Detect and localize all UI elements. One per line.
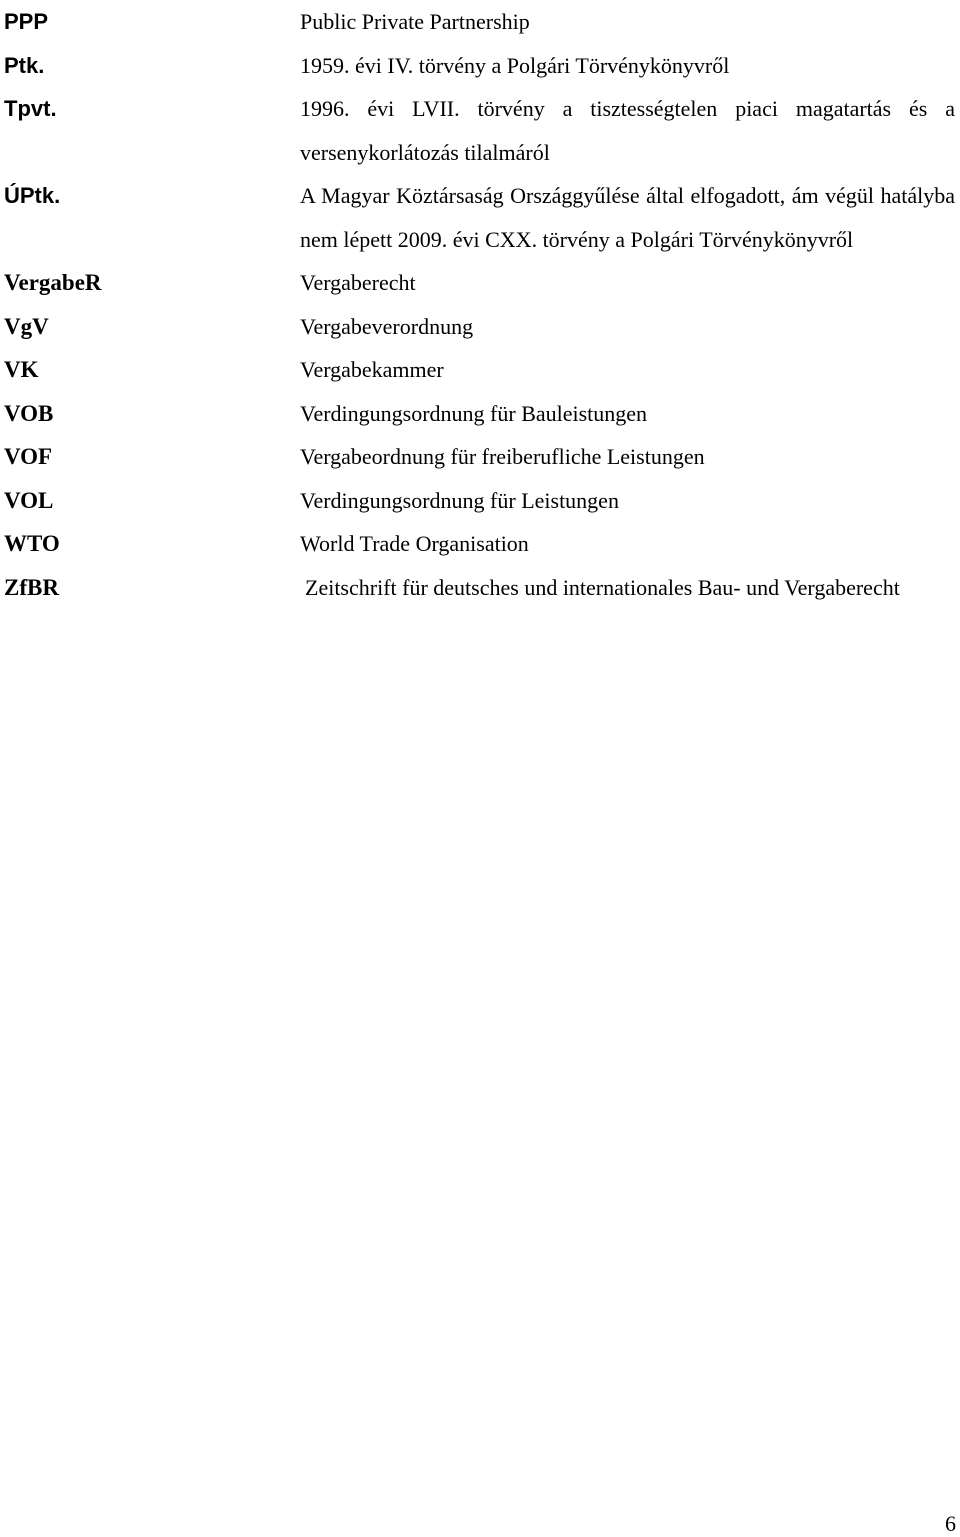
abbreviation-definition: World Trade Organisation (300, 531, 529, 556)
abbreviation-term: VOL (4, 487, 54, 513)
abbreviation-entry (0, 392, 960, 436)
abbreviation-entry (0, 348, 960, 392)
abbreviation-entry (0, 261, 960, 305)
abbreviation-definition: Vergabekammer (300, 357, 444, 382)
abbreviation-definition: Verdingungsordnung für Leistungen (300, 487, 619, 513)
abbreviation-definition: Vergabeordnung für freiberufliche Leistungen (300, 444, 705, 469)
abbreviation-entry (0, 305, 960, 349)
abbreviation-entry (0, 566, 960, 610)
page-number: 6 (945, 1511, 956, 1536)
abbreviation-term: ZfBR (4, 574, 59, 600)
abbreviation-term: VOF (4, 444, 53, 469)
abbreviation-definition: 1996. évi LVII. törvény a tisztességtelen piaci magatartás és a versenykorlátozás tilalmáról (300, 96, 955, 165)
abbreviation-list (0, 0, 960, 609)
abbreviation-term: VergabeR (4, 270, 102, 295)
abbreviation-definition: Vergabeverordnung (300, 313, 474, 339)
abbreviation-entry (0, 435, 960, 479)
abbreviation-entry (0, 174, 960, 261)
abbreviation-term: PPP (4, 9, 49, 34)
abbreviation-term: WTO (4, 531, 60, 556)
abbreviation-term: Tpvt. (4, 96, 57, 121)
abbreviation-term: ÚPtk. (4, 183, 61, 208)
abbreviation-entry (0, 522, 960, 566)
abbreviation-definition: Verdingungsordnung für Bauleistungen (300, 400, 648, 426)
abbreviation-definition: Vergaberecht (300, 270, 416, 295)
abbreviation-definition: Zeitschrift für deutsches und internationales Bau- und Vergaberecht (305, 574, 900, 600)
abbreviation-entry (0, 479, 960, 523)
abbreviation-term: VgV (4, 313, 49, 339)
abbreviation-term: VOB (4, 400, 54, 426)
abbreviation-definition: A Magyar Köztársaság Országgyűlése által elfogadott, ám végül hatályba nem lépett 2009. évi CXX. törvény a Polgári Törvénykönyvről (300, 183, 955, 252)
abbreviation-entry (0, 44, 960, 88)
abbreviation-term: VK (4, 357, 39, 382)
abbreviation-definition: Public Private Partnership (300, 9, 530, 34)
abbreviation-term: Ptk. (4, 52, 45, 78)
abbreviation-entry (0, 87, 960, 174)
abbreviation-entry (0, 0, 960, 44)
abbreviation-definition: 1959. évi IV. törvény a Polgári Törvénykönyvről (300, 52, 730, 78)
